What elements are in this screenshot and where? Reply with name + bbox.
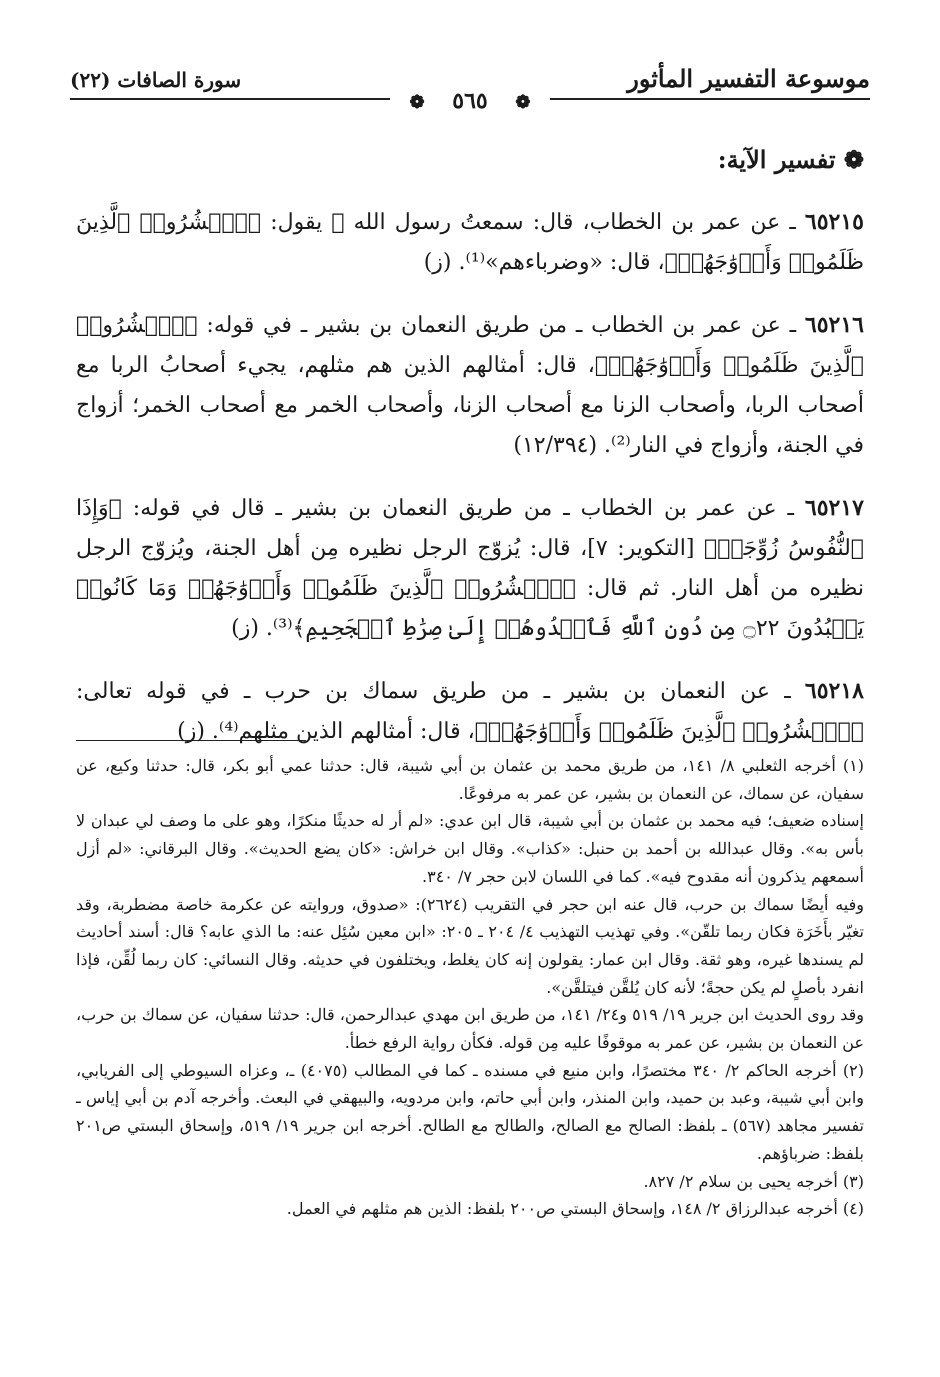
book-title: موسوعة التفسير المأثور <box>627 64 870 93</box>
footnote-divider <box>76 740 306 741</box>
hadith-text: ـ عن عمر بن الخطاب، قال: سمعتُ رسول الله ﷺ يقول: ﴿ٱحۡشُرُوا۟ ٱلَّذِينَ ظَلَمُوا۟ وَأَزۡوَٰجَهُمۡ﴾، قال: «وضرباءهم»⁽¹⁾. (ز) <box>76 210 864 275</box>
right-ornament-icon: ❁ <box>400 92 435 113</box>
hadith-entry <box>76 305 864 466</box>
footnote: (٢) أخرجه الحاكم ٢/ ٣٤٠ مختصرًا، وابن منيع في مسنده ـ كما في المطالب (٤٠٧٥) ـ، وعزاه السيوطي إلى الفريابي، وابن أبي شيبة، وعبد بن حميد، وابن المنذر، وابن أبي حاتم، وابن مردويه، والبيهقي في البعث. وأخرجه آدم بن أبي إياس ـ تفسير مجاهد (٥٦٧) ـ بلفظ: الصالح مع الصالح، والطالح مع الطالح. أخرجه ابن جرير ١٩/ ٥١٩، وإسحاق البستي ص٢٠١ بلفظ: ضرباؤهم. <box>76 1060 865 1163</box>
hadith-entry <box>76 488 864 649</box>
footnote: وقد روى الحديث ابن جرير ١٩/ ٥١٩ و٢٤/ ١٤١، من طريق ابن مهدي عبدالرحمن، قال: حدثنا سفيان، عن سماك بن حرب، عن النعمان بن بشير، عن عمر به موقوفًا عليه مِن قوله. فكأن رواية الرفع خطأ. <box>76 1005 865 1053</box>
hadith-number: ٦٥٢١٧ <box>804 495 864 521</box>
hadith-number: ٦٥٢١٥ <box>804 209 864 235</box>
footnotes <box>76 752 864 1223</box>
surah-title: سورة الصافات (٢٢) <box>70 68 242 92</box>
left-ornament-icon: ❁ <box>505 92 540 113</box>
page-number: ٥٦٥ <box>442 88 497 114</box>
footnote: إسناده ضعيف؛ فيه محمد بن عثمان بن أبي شيبة، قال ابن عدي: «لم أر له حديثًا منكرًا، وهو على ما وصف لي عبدان لا بأس به». وقال عبدالله بن أحمد بن حنبل: «كذاب». وقال ابن خراش: «كان يضع الحديث». وقال البرقاني: «لم أزل أسمعهم يذكرون أنه مقدوح فيه». كما في اللسان لابن حجر ٧/ ٣٤٠. <box>76 811 864 886</box>
hadith-number: ٦٥٢١٨ <box>804 678 864 704</box>
hadith-text: ـ عن عمر بن الخطاب ـ من طريق النعمان بن بشير ـ في قوله: ﴿ٱحۡشُرُوا۟ ٱلَّذِينَ ظَلَمُوا۟ وَأَزۡوَٰجَهُمۡ﴾، قال: أمثالهم الذين هم مثلهم، يجيء أصحابُ الربا مع أصحاب الربا، وأصحاب الزنا مع أصحاب الزنا، وأصحاب الخمر مع أصحاب الخمر؛ أزواج في الجنة، وأزواج في النار⁽²⁾. (١٢/٣٩٤) <box>76 313 864 458</box>
footnote: (٣) أخرجه يحيى بن سلام ٢/ ٨٢٧. <box>643 1171 864 1191</box>
hadith-entry <box>76 202 864 283</box>
hadith-text: ـ عن النعمان بن بشير ـ من طريق سماك بن حرب ـ في قوله تعالى: ﴿ٱحۡشُرُوا۟ ٱلَّذِينَ ظَلَمُوا۟ وَأَزۡوَٰجَهُمۡ﴾، قال: أمثالهم الذين مثلهم⁽⁴⁾. (ز) <box>76 679 864 744</box>
hadith-text: ـ عن عمر بن الخطاب ـ من طريق النعمان بن بشير ـ قال في قوله: ﴿وَإِذَا ٱلنُّفُوسُ زُوِّجَتۡ﴾ [التكوير: ٧]، قال: يُزوّج الرجل نظيره مِن أهل الجنة، ويُزوّج الرجل نظيره من أهل النار. ثم قال: ﴿ٱحۡشُرُوا۟ ٱلَّذِينَ ظَلَمُوا۟ وَأَزۡوَٰجَهُمۡ وَمَا كَانُوا۟ يَعۡبُدُونَ ۝٢٢ مِن دُونِ ٱللَّهِ فَٱهۡدُوهُمۡ إِلَىٰ صِرَٰطِ ٱلۡجَحِيمِ﴾⁽³⁾. (ز) <box>76 496 864 641</box>
page-number-row <box>0 88 940 114</box>
footnote: (١) أخرجه الثعلبي ٨/ ١٤١، من طريق محمد بن عثمان بن أبي شيبة، قال: حدثنا عمي أبو بكر، قال: حدثنا وكيع، عن سفيان، عن سماك، عن النعمان بن بشير، عن عمر به مرفوعًا. <box>76 756 865 803</box>
footnote: (٤) أخرجه عبدالرزاق ٢/ ١٤٨، وإسحاق البستي ص٢٠٠ بلفظ: الذين هم مثلهم في العمل. <box>286 1199 864 1219</box>
hadith-number: ٦٥٢١٦ <box>804 312 864 338</box>
section-title: ❁ تفسير الآية: <box>717 145 864 174</box>
main-content <box>76 140 864 764</box>
footnote: وفيه أيضًا سماك بن حرب، قال عنه ابن حجر في التقريب (٢٦٢٤): «صدوق، وروايته عن عكرمة خاصة مضطربة، وقد تغيّر بأَخَرَة فكان ربما تلقّن». وفي تهذيب التهذيب ٤/ ٢٠٤ ـ ٢٠٥: «ابن معين سُئِل عنه: ما الذي عابه؟ قال: أسند أحاديث لم يسندها غيره، وهو ثقة. وقال ابن عمار: يقولون إنه كان يغلط، ويختلفون في حديثه. وقال النسائي: كان ربما لُقِّن، فإذا انفرد بأصلٍ لم يكن حجةً؛ لأنه كان يُلقَّن فيتلقَّن». <box>76 894 865 997</box>
